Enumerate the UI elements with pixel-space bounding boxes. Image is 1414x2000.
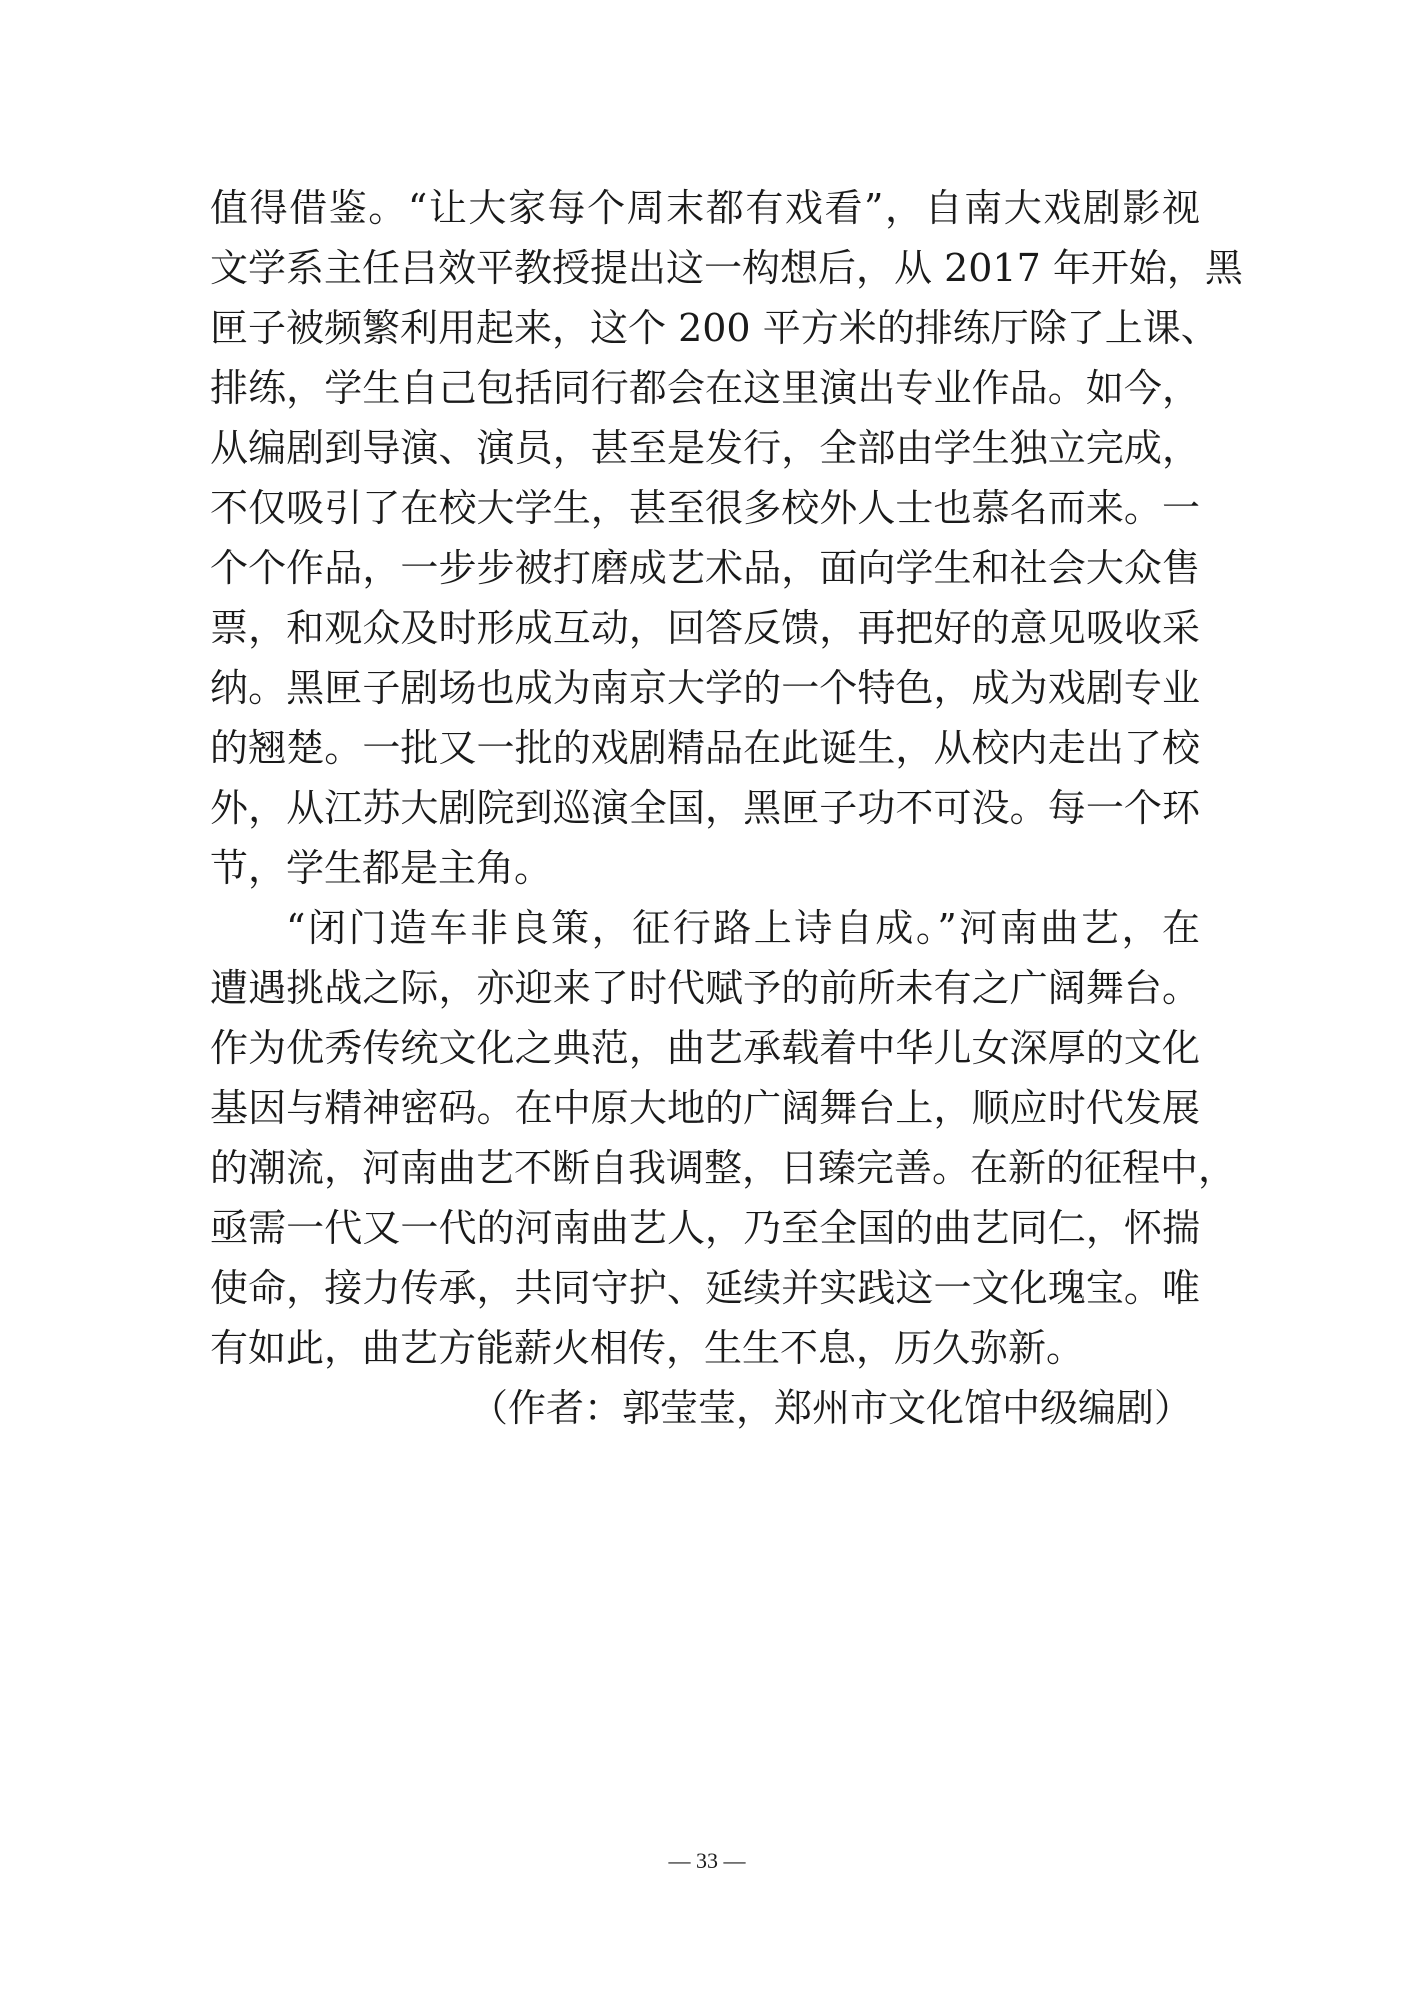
paragraph-line: 遭遇挑战之际，亦迎来了时代赋予的前所未有之广阔舞台。 bbox=[210, 966, 1200, 1010]
paragraph-line: 亟需一代又一代的河南曲艺人，乃至全国的曲艺同仁，怀揣 bbox=[210, 1206, 1200, 1250]
paragraph-line: 从编剧到导演、演员，甚至是发行，全部由学生独立完成， bbox=[210, 426, 1200, 470]
author-signature: （作者：郭莹莹，郑州市文化馆中级编剧） bbox=[469, 1386, 1192, 1430]
paragraph-1 bbox=[210, 178, 1243, 898]
paragraph-line: 票，和观众及时形成互动，回答反馈，再把好的意见吸收采 bbox=[210, 606, 1200, 650]
paragraph-line: “闭门造车非良策，征行路上诗自成。”河南曲艺，在 bbox=[286, 906, 1200, 950]
paragraph-line: 个个作品，一步步被打磨成艺术品，面向学生和社会大众售 bbox=[210, 546, 1200, 590]
paragraph-line: 不仅吸引了在校大学生，甚至很多校外人士也慕名而来。一 bbox=[210, 486, 1200, 530]
paragraph-line: 基因与精神密码。在中原大地的广阔舞台上，顺应时代发展 bbox=[210, 1086, 1200, 1130]
paragraph-line: 匣子被频繁利用起来，这个 200 平方米的排练厅除了上课、 bbox=[210, 306, 1219, 350]
page-number: — 33 — bbox=[668, 1848, 746, 1873]
paragraph-line: 排练，学生自己包括同行都会在这里演出专业作品。如今， bbox=[210, 366, 1200, 410]
paragraph-line: 的翘楚。一批又一批的戏剧精品在此诞生，从校内走出了校 bbox=[210, 726, 1200, 770]
paragraph-line: 纳。黑匣子剧场也成为南京大学的一个特色，成为戏剧专业 bbox=[210, 666, 1200, 710]
paragraph-line: 有如此，曲艺方能薪火相传，生生不息，历久弥新。 bbox=[210, 1326, 1085, 1370]
paragraph-line: 使命，接力传承，共同守护、延续并实践这一文化瑰宝。唯 bbox=[210, 1266, 1200, 1310]
paragraph-line: 作为优秀传统文化之典范，曲艺承载着中华儿女深厚的文化 bbox=[210, 1026, 1200, 1070]
paragraph-line: 的潮流，河南曲艺不断自我调整，日臻完善。在新的征程中， bbox=[210, 1146, 1237, 1190]
paragraph-2 bbox=[210, 898, 1237, 1378]
paragraph-line: 文学系主任吕效平教授提出这一构想后，从 2017 年开始，黑 bbox=[210, 246, 1243, 290]
body-text bbox=[210, 178, 1243, 1438]
paragraph-line: 外，从江苏大剧院到巡演全国，黑匣子功不可没。每一个环 bbox=[210, 786, 1200, 830]
paragraph-line: 节，学生都是主角。 bbox=[210, 846, 553, 890]
paragraph-line: 值得借鉴。“让大家每个周末都有戏看”，自南大戏剧影视 bbox=[210, 186, 1200, 230]
